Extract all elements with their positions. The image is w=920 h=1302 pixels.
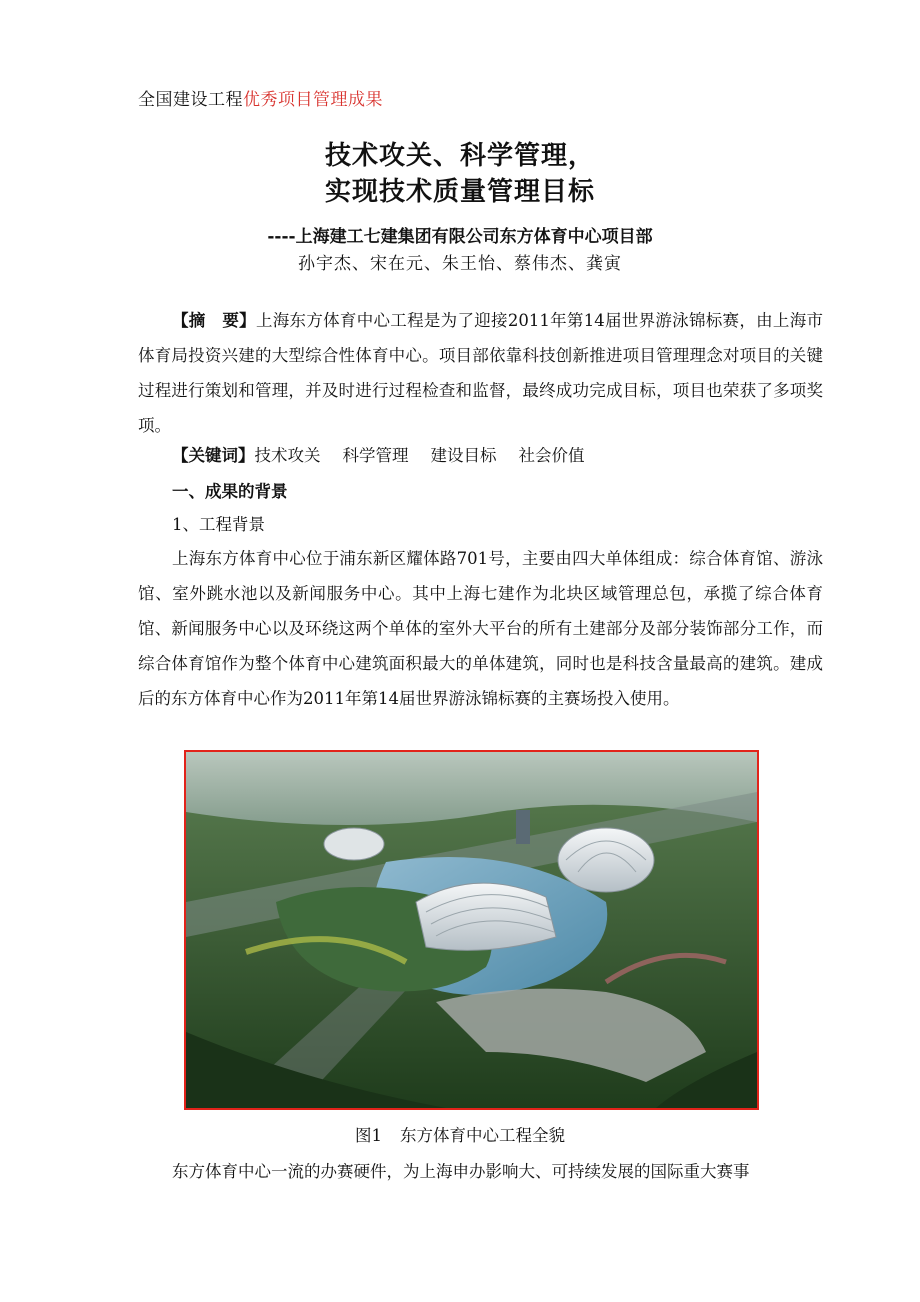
figure-caption xyxy=(0,1125,920,1147)
keywords-paragraph xyxy=(138,438,823,473)
keyword: 技术攻关 xyxy=(254,446,321,465)
aerial-rendering-image xyxy=(186,752,757,1108)
document-header xyxy=(138,89,383,111)
section-heading: 一、成果的背景 xyxy=(172,482,288,501)
subsection-heading: 1、工程背景 xyxy=(172,515,265,534)
closing-paragraph: 东方体育中心一流的办赛硬件，为上海申办影响大、可持续发展的国际重大赛事 xyxy=(172,1162,750,1181)
title-line-2: 实现技术质量管理目标 xyxy=(324,177,595,207)
organization: ----上海建工七建集团有限公司东方体育中心项目部 xyxy=(267,227,653,247)
keywords-label: 【关键词】 xyxy=(172,446,255,465)
keyword: 社会价值 xyxy=(518,446,585,465)
project-aerial-figure xyxy=(184,750,759,1110)
keyword: 建设目标 xyxy=(430,446,497,465)
abstract-text: 上海东方体育中心工程是为了迎接2011年第14届世界游泳锦标赛，由上海市体育局投资兴建的大型综合性体育中心。项目部依靠科技创新推进项目管理理念对项目的关键过程进行策划和管理，并及时进行过程检查和监督，最终成功完成目标，项目也荣获了多项奖项。 xyxy=(138,311,823,435)
abstract-paragraph xyxy=(138,303,823,443)
title-line-1: 技术攻关、科学管理， xyxy=(324,141,595,171)
figure-caption-text: 东方体育中心工程全貌 xyxy=(400,1126,565,1145)
header-prefix: 全国建设工程 xyxy=(138,90,243,110)
background-paragraph: 上海东方体育中心位于浦东新区耀体路701号，主要由四大单体组成：综合体育馆、游泳馆、室外跳水池以及新闻服务中心。其中上海七建作为北块区域管理总包，承揽了综合体育馆、新闻服务中心以及环绕这两个单体的室外大平台的所有土建部分及部分装饰部分工作，而综合体育馆作为整个体育中心建筑面积最大的单体建筑，同时也是科技含量最高的建筑。建成后的东方体育中心作为2011年第14届世界游泳锦标赛的主赛场投入使用。 xyxy=(138,549,823,708)
header-accent: 优秀项目管理成果 xyxy=(243,90,383,110)
keyword: 科学管理 xyxy=(342,446,409,465)
figure-number: 图1 xyxy=(355,1126,382,1145)
authors: 孙宇杰、宋在元、朱王怡、蔡伟杰、龚寅 xyxy=(298,254,622,274)
abstract-label: 【摘 要】 xyxy=(172,311,256,330)
